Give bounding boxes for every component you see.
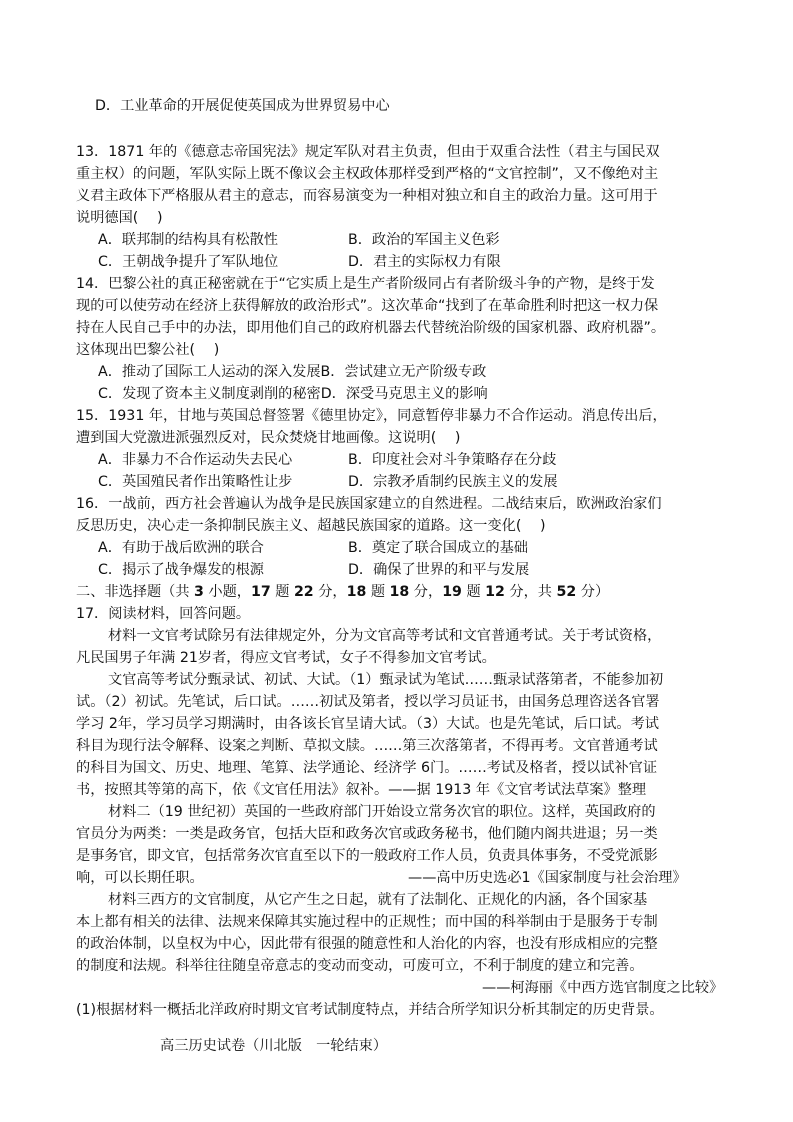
question-points: 12 [485, 584, 505, 600]
material-1-line: 学习 2年，学习员学习期满时，由各该长官呈请大试。（3）大试。也是先笔试，后口试。考试 [76, 716, 659, 732]
q13-stem-line: 说明德国( ) [76, 210, 163, 226]
q16-option-b: B．奠定了联合国成立的基础 [348, 540, 528, 556]
q14-option-cd: C．发现了资本主义制度剥削的秘密D．深受马克思主义的影响 [98, 386, 488, 402]
material-1-line: 凡民国男子年满 21岁者，得应文官考试，女子不得参加文官考试。 [76, 650, 496, 666]
q15-stem-line: 遭到国大党激进派强烈反对，民众焚烧甘地画像。这说明( ) [76, 430, 461, 446]
section-heading-text: 题 [461, 584, 486, 600]
material-1-line: 的科目为国文、历史、地理、笔算、法学通论、经济学 6门。……考试及格者，授以试补官证 [76, 760, 658, 776]
material-2-line: 官员分为两类：一类是政务官，包括大臣和政务次官或政务秘书，他们随内阁共进退；另一类 [76, 826, 658, 842]
q17-intro: 17．阅读材料，回答问题。 [76, 606, 251, 622]
q15-stem-line: 15．1931 年，甘地与英国总督签署《德里协定》，同意暂停非暴力不合作运动。消息传出后， [76, 408, 667, 424]
q13-stem-line: 13．1871 年的《德意志帝国宪法》规定军队对君主负责，但由于双重合法性（君主与国民双 [76, 144, 660, 160]
q13-option-d: D．君主的实际权力有限 [348, 254, 501, 270]
question-number: 19 [442, 584, 462, 600]
material-1-line: 文官高等考试分甄录试、初试、大试。（1）甄录试为笔试……甄录试落第者，不能参加初 [108, 672, 664, 688]
material-3-source: ——柯海丽《中西方选官制度之比较》 [482, 980, 724, 996]
section-heading-text: 分） [576, 584, 610, 600]
q16-stem-line: 16．一战前，西方社会普遍认为战争是民族国家建立的自然进程。二战结束后，欧洲政治家们 [76, 496, 662, 512]
section-heading-text: 题 [366, 584, 390, 600]
q14-stem-line: 现的可以使劳动在经济上获得解放的政治形式”。这次革命“找到了在革命胜利时把这一权力保 [76, 298, 659, 314]
material-3-line: 的制度和法规。科举往往随皇帝意志的变动而变动，可废可立，不利于制度的建立和完善。 [76, 958, 644, 974]
q13-stem-line: 义君主政体下严格服从君主的意志，而容易演变为一种相对独立和自主的政治力量。这可用于 [76, 188, 658, 204]
material-3-line: 本上都有相关的法律、法规来保障其实施过程中的正规性；而中国的科举制由于是服务于专制 [76, 914, 658, 930]
q14-stem-line: 持在人民自己手中的办法，即用他们自己的政府机器去代替统治阶级的国家机器、政府机器”。 [76, 320, 666, 336]
q16-option-c: C．揭示了战争爆发的根源 [98, 562, 264, 578]
section-heading-text: 分，共 [504, 584, 557, 600]
material-1-line: 材料一文官考试除另有法律规定外，分为文官高等考试和文官普通考试。关于考试资格， [108, 628, 662, 644]
q14-option-ab: A．推动了国际工人运动的深入发展B．尝试建立无产阶级专政 [98, 364, 487, 380]
material-2-line: 材料二（19 世纪初）英国的一些政府部门开始设立常务次官的职位。这样，英国政府的 [108, 804, 656, 820]
prev-question-option-d: D．工业革命的开展促使英国成为世界贸易中心 [95, 98, 390, 114]
material-2-line: 是事务官，即文官，包括常务次官直至以下的一般政府工作人员，负责具体事务，不受党派影 [76, 848, 658, 864]
q13-option-c: C．王朝战争提升了军队地位 [98, 254, 279, 270]
q16-option-d: D．确保了世界的和平与发展 [348, 562, 530, 578]
q14-stem-line: 14．巴黎公社的真正秘密就在于“它实质上是生产者阶级同占有者阶级斗争的产物，是终于发 [76, 276, 655, 292]
question-number: 18 [346, 584, 367, 600]
material-1-line: 试。（2）初试。先笔试，后口试。……初试及第者，授以学习员证书，由国务总理咨送各官署 [76, 694, 660, 710]
section-heading-text: 小题， [203, 584, 251, 600]
q15-option-c: C．英国殖民者作出策略性让步 [98, 474, 293, 490]
material-1-line: 书，按照其等第的高下，依《文官任用法》叙补。——据 1913 年《文官考试法草案》整理 [76, 782, 647, 798]
question-count: 3 [194, 584, 204, 600]
total-points: 52 [556, 584, 577, 600]
q15-option-a: A．非暴力不合作运动失去民心 [98, 452, 293, 468]
q13-option-a: A．联邦制的结构具有松散性 [98, 232, 278, 248]
material-2-source: ——高中历史选必1《国家制度与社会治理》 [408, 870, 687, 886]
material-2-line: 响，可以长期任职。 [76, 870, 204, 886]
section-heading-text: 分， [313, 584, 347, 600]
material-3-line: 材料三西方的文官制度，从它产生之日起，就有了法制化、正规化的内涵，各个国家基 [108, 892, 648, 908]
section-2-heading [76, 582, 609, 603]
material-3-line: 的政治体制，以皇权为中心，因此带有很强的随意性和人治化的内容，也没有形成相应的完整 [76, 936, 658, 952]
q16-option-a: A．有助于战后欧洲的联合 [98, 540, 264, 556]
section-heading-text: 分， [409, 584, 443, 600]
material-1-line: 科目为现行法令解释、设案之判断、草拟文牍。……第三次落第者，不得再考。文官普通考试 [76, 738, 658, 754]
q15-option-d: D．宗教矛盾制约民族主义的发展 [348, 474, 558, 490]
section-heading-text: 二、非选择题（共 [76, 584, 195, 600]
q15-option-b: B．印度社会对斗争策略存在分歧 [348, 452, 557, 468]
question-points: 18 [389, 584, 410, 600]
q13-option-b: B．政治的军国主义色彩 [348, 232, 500, 248]
q16-stem-line: 反思历史，决心走一条抑制民族主义、超越民族国家的道路。这一变化( ) [76, 518, 546, 534]
question-number: 17 [250, 584, 271, 600]
question-points: 22 [293, 584, 314, 600]
q17-subquestion-1: (1)根据材料一概括北洋政府时期文官考试制度特点，并结合所学知识分析其制定的历史背景。 [76, 1002, 664, 1018]
section-heading-text: 题 [270, 584, 294, 600]
page-footer: 高三历史试卷（川北版 一轮结束） [160, 1038, 388, 1054]
q13-stem-line: 重主权）的问题，军队实际上既不像议会主权政体那样受到严格的“文官控制”，又不像绝对主 [76, 166, 659, 182]
q14-stem-line: 这体现出巴黎公社( ) [76, 342, 220, 358]
